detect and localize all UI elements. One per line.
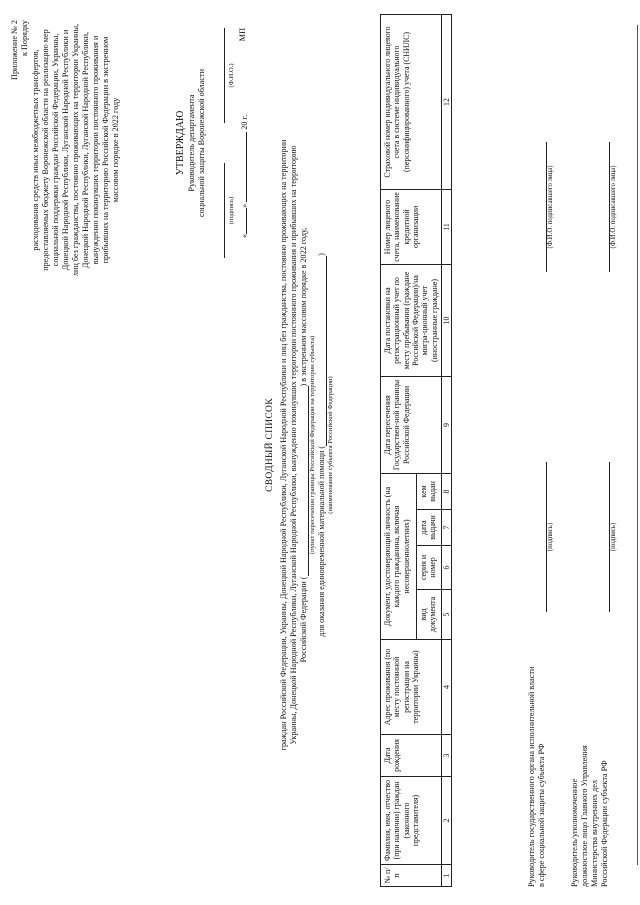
header-cell: Фамилия, имя, отчество (при наличии) граждан (законного представителя) xyxy=(381,777,442,865)
signer1-sign-caption: (подпись) xyxy=(547,522,554,552)
signer1-signature-line xyxy=(538,462,547,612)
signature-block-1 xyxy=(527,7,555,887)
signature-caption: (подпись) xyxy=(228,196,236,225)
header-cell: Дата рождения xyxy=(381,735,442,777)
crossing-point-field xyxy=(299,387,309,577)
header-cell: вид документа xyxy=(416,590,441,640)
crossing-point-caption: (пункт пересечения границы Российской Федерации на территории субъекта) xyxy=(308,335,316,555)
appendix-line: Донецкой Народной Республики, Луганской Народной Республики и xyxy=(61,29,70,271)
column-number: 4 xyxy=(441,640,451,735)
header-cell: Документ, удостоверяющий личность (на каждого гражданина, включая несовершеннолетних) xyxy=(381,473,417,639)
signer1-fio-line xyxy=(538,142,547,272)
signer2-line1: Руководитель/уполномоченное xyxy=(570,778,579,887)
column-number: 2 xyxy=(441,777,451,865)
header-cell: Страховой номер индивидуального лицевого счета в системе индивидуального (персонифицированного) учета (СНИЛС) xyxy=(381,14,442,189)
column-number: 6 xyxy=(441,546,451,590)
column-number: 1 xyxy=(441,865,451,887)
column-number: 7 xyxy=(441,510,451,546)
signer2-fio-caption: (Ф.И.О. подписавшего лица) xyxy=(610,165,617,249)
signature-line xyxy=(215,163,225,258)
signer1-line1: Руководитель государственного органа исполнительной власти xyxy=(527,666,536,887)
signer2-sign-caption: (подпись) xyxy=(610,522,617,552)
list-heading xyxy=(265,25,335,865)
appendix-line: лиц без гражданства, постоянно проживающих на территории Украины, xyxy=(71,23,80,277)
column-number: 11 xyxy=(441,189,451,264)
signer2-fio-line xyxy=(601,142,610,272)
header-cell: Адрес проживания (по месту постоянной регистрации на территории Украины) xyxy=(381,640,442,735)
appendix-line: прибывших на территорию Российской Федерации в экстренном xyxy=(101,36,110,264)
signer1-line2: в сфере социальной защиты субъекта РФ xyxy=(537,743,546,887)
approval-title: УТВЕРЖДАЮ xyxy=(175,110,186,176)
heading-line-3: Российской Федерации () в экстренном массовом порядке в 2022 году, xyxy=(298,227,308,663)
header-cell: Дата пересечения Государствен-ной границы Российской Федерации xyxy=(381,376,442,473)
appendix-subtitle: к Порядку xyxy=(20,20,29,57)
heading-line-4: для оказания единовременной материальной помощи () xyxy=(316,253,326,637)
date-field: «» 20 г. xyxy=(240,115,250,238)
approval-block xyxy=(175,28,250,258)
appendix-block xyxy=(10,20,121,280)
heading-line-2: Украины, Донецкой Народной Республики, Луганской Народной Республики, вынужденно покинувших территории постоянного проживания и прибывших на территорию xyxy=(288,145,298,745)
signer1-fio-caption: (Ф.И.О. подписавшего лица) xyxy=(547,165,554,249)
column-number: 9 xyxy=(441,376,451,473)
approval-position-2: социальной защиты Воронежской области xyxy=(197,69,207,217)
summary-table xyxy=(380,14,452,887)
signer2-line4: Российской Федерации субъекта РФ xyxy=(600,760,609,887)
year-label: 20 г. xyxy=(240,115,250,130)
page-bottom-rule xyxy=(637,25,638,865)
appendix-title: Приложение № 2 xyxy=(10,20,19,80)
appendix-line: предоставляемых бюджету Воронежской области на реализацию мер xyxy=(41,29,50,271)
fio-line xyxy=(215,28,225,123)
signature-block-2 xyxy=(570,7,618,887)
column-number: 8 xyxy=(441,473,451,509)
column-number: 5 xyxy=(441,590,451,640)
signer2-line2: должностное лицо Главного Управления xyxy=(580,745,589,887)
approval-signature-row xyxy=(215,28,236,258)
header-cell: дата выдачи xyxy=(416,510,441,546)
appendix-line: социальной поддержки граждан Российской Федерации, Украины, xyxy=(51,33,60,267)
header-cell: № п/п xyxy=(381,865,442,887)
signer2-signature-line xyxy=(601,462,610,612)
header-cell: кем выдан xyxy=(416,473,441,509)
header-cell: Номер лицевого счета, наименование кредитной организации xyxy=(381,189,442,264)
approval-date-row xyxy=(238,28,250,258)
column-number: 3 xyxy=(441,735,451,777)
stamp-label: МП xyxy=(238,28,248,42)
column-numbers-row xyxy=(441,14,451,886)
appendix-line: расходования средств иных межбюджетных трансфертов, xyxy=(31,49,40,251)
header-cell: серия и номер xyxy=(416,546,441,590)
appendix-line: Донецкой Народной Республики, Луганской Народной Республики, xyxy=(81,31,90,269)
approval-position-1: Руководитель департамента xyxy=(187,94,197,192)
header-cell: Дата постановки на регистрационный учет по месту пребывания (граждане Российской Федерации)/на мигра-ционный учет (иностранные граждане) xyxy=(381,264,442,376)
column-number: 10 xyxy=(441,264,451,376)
appendix-line: вынужденно покинувших территории постоянного проживания и xyxy=(91,35,100,265)
list-title: СВОДНЫЙ СПИСОК xyxy=(265,398,275,492)
fio-caption: (Ф.И.О.) xyxy=(228,63,236,88)
appendix-lines xyxy=(31,20,121,280)
column-number: 12 xyxy=(441,14,451,189)
subject-name-field xyxy=(317,256,327,446)
heading-line-1: граждан Российской Федерации, Украины, Донецкой Народной Республики, Луганской Народной Республики и лиц без гражданства, постоянно проживающих на территории xyxy=(278,139,288,751)
table-header-row xyxy=(381,14,417,886)
signer2-line3: Министерства внутренних дел xyxy=(590,780,599,887)
subject-name-caption: (наименование субъекта Российской Федерации) xyxy=(326,376,334,514)
appendix-line: массовом порядке в 2022 году xyxy=(111,97,120,203)
